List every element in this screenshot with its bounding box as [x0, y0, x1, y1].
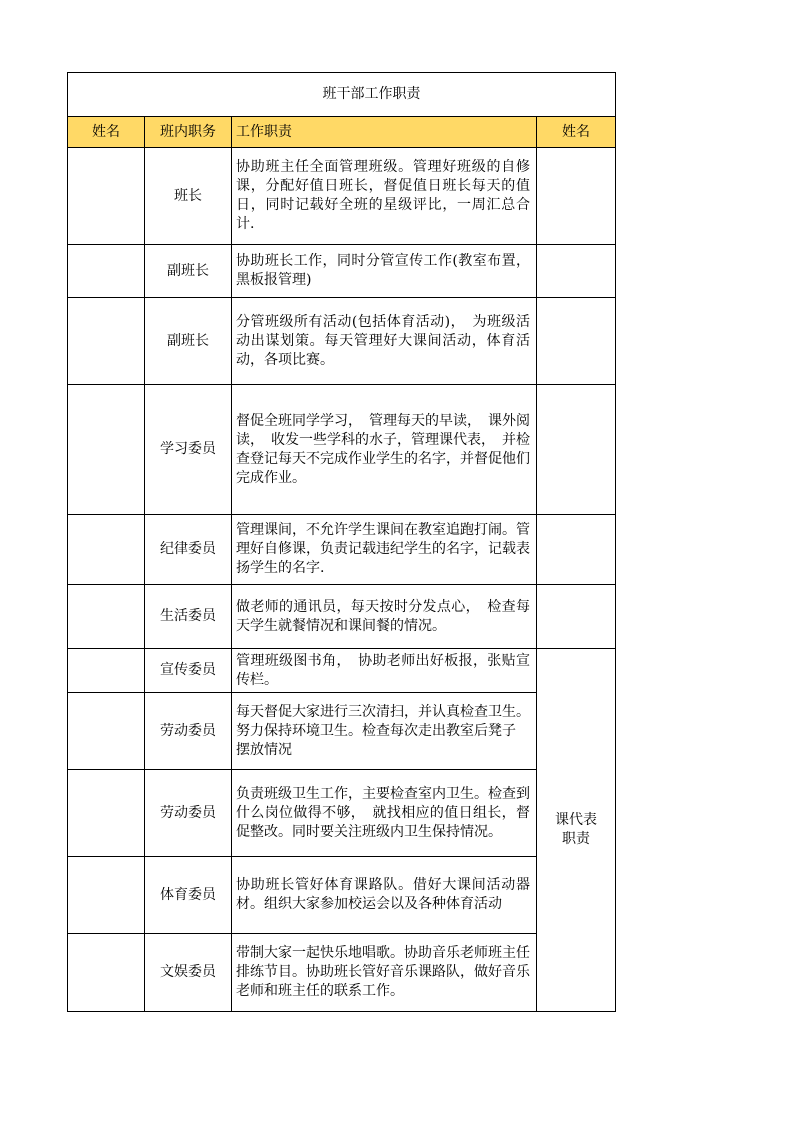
duty-cell: 督促全班同学学习， 管理每天的早读， 课外阅读， 收发一些学科的水子，管理课代表， 并检查登记每天不完成作业学生的名字，并督促他们完成作业。 [232, 385, 537, 515]
name-right-cell[interactable] [537, 245, 616, 298]
name-cell[interactable] [68, 515, 145, 585]
table-row [68, 934, 616, 1012]
name-right-cell[interactable] [537, 585, 616, 649]
table-row [68, 245, 616, 298]
header-row [68, 117, 616, 148]
position-cell: 生活委员 [145, 585, 232, 649]
position-cell: 文娱委员 [145, 934, 232, 1012]
header-name-right: 姓名 [537, 117, 616, 148]
name-right-cell[interactable] [537, 385, 616, 515]
duty-cell: 管理课间，不允许学生课间在教室追跑打闹。管理好自修课，负责记载违纪学生的名字，记载表扬学生的名字. [232, 515, 537, 585]
position-cell: 学习委员 [145, 385, 232, 515]
table-row [68, 148, 616, 245]
table-row [68, 515, 616, 585]
position-cell: 体育委员 [145, 857, 232, 934]
name-cell[interactable] [68, 148, 145, 245]
duty-cell: 负责班级卫生工作，主要检查室内卫生。检查到什么岗位做得不够， 就找相应的值日组长，督促整改。同时要关注班级内卫生保持情况。 [232, 770, 537, 857]
position-cell: 副班长 [145, 298, 232, 385]
position-cell: 副班长 [145, 245, 232, 298]
name-cell[interactable] [68, 693, 145, 770]
duty-cell: 带制大家一起快乐地唱歌。协助音乐老师班主任排练节目。协助班长管好音乐课路队，做好音乐老师和班主任的联系工作。 [232, 934, 537, 1012]
name-right-cell[interactable] [537, 298, 616, 385]
duty-cell: 管理班级图书角， 协助老师出好板报，张贴宣传栏。 [232, 649, 537, 693]
duty-text: 每天督促大家进行三次清扫，并认真检查卫生。努力保持环境卫生。检查每次走出教室后凳子 [236, 703, 530, 739]
table-row [68, 385, 616, 515]
name-right-cell[interactable] [537, 515, 616, 585]
name-cell[interactable] [68, 385, 145, 515]
header-position: 班内职务 [145, 117, 232, 148]
position-cell: 劳动委员 [145, 770, 232, 857]
name-cell[interactable] [68, 298, 145, 385]
position-cell: 班长 [145, 148, 232, 245]
title-row [68, 73, 616, 117]
header-duty: 工作职责 [232, 117, 537, 148]
name-cell[interactable] [68, 857, 145, 934]
duty-cell [232, 693, 537, 770]
duty-cell: 分管班级所有活动(包括体育活动)， 为班级活动出谋划策。每天管理好大课间活动，体育活动，各项比赛。 [232, 298, 537, 385]
duty-cell: 做老师的通讯员，每天按时分发点心， 检查每天学生就餐情况和课间餐的情况。 [232, 585, 537, 649]
table-row [68, 585, 616, 649]
name-cell[interactable] [68, 649, 145, 693]
duty-cell: 协助班长工作，同时分管宣传工作(教室布置，黑板报管理) [232, 245, 537, 298]
duty-cell: 协助班主任全面管理班级。管理好班级的自修课，分配好值日班长，督促值日班长每天的值日，同时记载好全班的星级评比，一周汇总合计. [232, 148, 537, 245]
name-right-cell[interactable] [537, 148, 616, 245]
name-cell[interactable] [68, 585, 145, 649]
table-row [68, 693, 616, 770]
name-cell[interactable] [68, 934, 145, 1012]
position-cell: 纪律委员 [145, 515, 232, 585]
duty-cell: 协助班长管好体育课路队。借好大课间活动器材。组织大家参加校运会以及各种体育活动 [232, 857, 537, 934]
table-row [68, 770, 616, 857]
name-cell[interactable] [68, 770, 145, 857]
table-row [68, 857, 616, 934]
table-row [68, 649, 616, 693]
position-cell: 宣传委员 [145, 649, 232, 693]
side-note: 课代表职责 [537, 649, 616, 1012]
header-name: 姓名 [68, 117, 145, 148]
table-row [68, 298, 616, 385]
position-cell: 劳动委员 [145, 693, 232, 770]
name-cell[interactable] [68, 245, 145, 298]
duty-table [67, 72, 616, 1012]
table-title: 班干部工作职责 [68, 73, 616, 117]
duty-text-extra: 摆放情况 [236, 741, 292, 758]
